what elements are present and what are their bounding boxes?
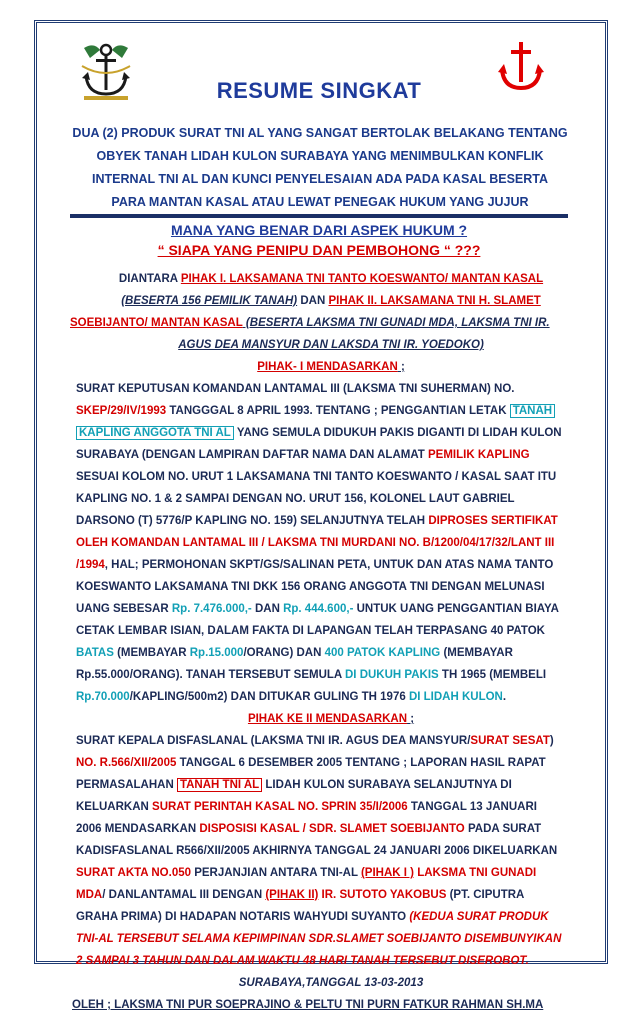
text-line: KOESWANTO LAKSAMANA TNI DKK 156 ORANG ANGGOTA TNI DENGAN MELUNASI: [76, 581, 545, 593]
text-line: NO. R.566/XII/2005 TANGGAL 6 DESEMBER 2005 TENTANG ; LAPORAN HASIL RAPAT: [76, 757, 546, 769]
text-line: SKEP/29/IV/1993 TANGGGAL 8 APRIL 1993. TENTANG ; PENGGANTIAN LETAK TANAH: [76, 400, 586, 422]
section-heading-pihak-1: PIHAK- I MENDASARKAN ;: [257, 361, 405, 373]
question-subheading: “ SIAPA YANG PENIPU DAN PEMBOHONG “ ???: [157, 242, 481, 258]
text-line: TNI-AL TERSEBUT SELAMA KEPIMPINAN SDR.SLAMET SOEBIJANTO DISEMBUNYIKAN: [76, 933, 562, 945]
text-line: PERMASALAHAN TANAH TNI AL LIDAH KULON SURABAYA SELANJUTNYA DI: [76, 779, 512, 791]
text-line: SURAT AKTA NO.050 PERJANJIAN ANTARA TNI-AL (PIHAK I ) LAKSMA TNI GUNADI: [76, 867, 537, 879]
text-line: BATAS (MEMBAYAR Rp.15.000/ORANG) DAN 400 PATOK KAPLING (MEMBAYAR: [76, 647, 513, 659]
author-line: OLEH ; LAKSMA TNI PUR SOEPRAJINO & PELTU TNI PURN FATKUR RAHMAN SH.MA: [72, 999, 544, 1011]
text-line: UANG SEBESAR Rp. 7.476.000,- DAN Rp. 444.600,- UNTUK UANG PENGGANTIAN BIAYA: [76, 603, 559, 615]
text-line: SURAT KEPUTUSAN KOMANDAN LANTAMAL III (LAKSMA TNI SUHERMAN) NO.: [76, 383, 515, 395]
document-title: RESUME SINGKAT: [216, 78, 422, 103]
text-line: 2006 MENDASARKAN DISPOSISI KASAL / SDR. SLAMET SOEBIJANTO PADA SURAT: [76, 823, 542, 835]
text-line: CETAK LEMBAR ISIAN, DALAM FAKTA DI LAPANGAN TELAH TERPASANG 40 PATOK: [76, 625, 545, 637]
lead-paragraph: [40, 122, 600, 214]
text-line: MDA/ DANLANTAMAL III DENGAN (PIHAK II) IR. SUTOTO YAKOBUS (PT. CIPUTRA: [76, 889, 525, 901]
text-line: KAPLING ANGGOTA TNI AL YANG SEMULA DIDUKUH PAKIS DIGANTI DI LIDAH KULON: [76, 422, 586, 444]
text-line: SESUAI KOLOM NO. URUT 1 LAKSAMANA TNI TANTO KOESWANTO / KASAL SAAT ITU: [76, 471, 557, 483]
text-line: SURAT KEPALA DISFASLANAL (LAKSMA TNI IR. AGUS DEA MANSYUR/SURAT SESAT): [76, 735, 554, 747]
date-line: SURABAYA,TANGGAL 13-03-2013: [238, 977, 424, 989]
text-line: KADISFASLANAL R566/XII/2005 AKHIRNYA TANGGAL 24 JANUARI 2006 DIKELUARKAN: [76, 845, 558, 857]
text-line: 2 SAMPAI 3 TAHUN DAN DALAM WAKTU 48 HARI TANAH TERSEBUT DISEROBOT.: [76, 955, 529, 967]
question-heading: MANA YANG BENAR DARI ASPEK HUKUM ?: [170, 222, 468, 238]
text-line: Rp.70.000/KAPLING/500m2) DAN DITUKAR GULING TH 1976 DI LIDAH KULON.: [76, 691, 507, 703]
text-line: SURABAYA (DENGAN LAMPIRAN DAFTAR NAMA DAN ALAMAT PEMILIK KAPLING: [76, 449, 530, 461]
text-line: /1994, HAL; PERMOHONAN SKPT/GS/SALINAN PETA, UNTUK DAN ATAS NAMA TANTO: [76, 559, 554, 571]
lead-line: INTERNAL TNI AL DAN KUNCI PENYELESAIAN ADA PADA KASAL BESERTA: [91, 172, 549, 186]
text-line: KAPLING NO. 1 & 2 SAMPAI DENGAN NO. URUT 156, KOLONEL LAUT GABRIEL: [76, 493, 515, 505]
text-line: KELUARKAN SURAT PERINTAH KASAL NO. SPRIN 35/I/2006 TANGGAL 13 JANUARI: [76, 801, 537, 813]
text-line: (BESERTA 156 PEMILIK TANAH) DAN PIHAK II. LAKSAMANA TNI H. SLAMET: [121, 295, 541, 307]
section-divider: [70, 214, 568, 218]
lead-line: DUA (2) PRODUK SURAT TNI AL YANG SANGAT BERTOLAK BELAKANG TENTANG: [72, 126, 568, 140]
text-line: GRAHA PRIMA) DI HADAPAN NOTARIS WAHYUDI SUYANTO (KEDUA SURAT PRODUK: [76, 911, 549, 923]
section-heading-pihak-2: PIHAK KE II MENDASARKAN ;: [247, 713, 415, 725]
text-line: DARSONO (T) 5776/P KAPLING NO. 159) SELANJUTNYA TELAH DIPROSES SERTIFIKAT: [76, 515, 558, 527]
lead-line: OBYEK TANAH LIDAH KULON SURABAYA YANG MENIMBULKAN KONFLIK: [96, 149, 544, 163]
text-line: DIANTARA PIHAK I. LAKSAMANA TNI TANTO KOESWANTO/ MANTAN KASAL: [118, 273, 544, 285]
lead-line: PARA MANTAN KASAL ATAU LEWAT PENEGAK HUKUM YANG JUJUR: [111, 195, 529, 209]
text-line: AGUS DEA MANSYUR DAN LAKSDA TNI IR. YOEDOKO): [178, 339, 484, 351]
text-line: Rp.55.000/ORANG). TANAH TERSEBUT SEMULA DI DUKUH PAKIS TH 1965 (MEMBELI: [76, 669, 547, 681]
document-body: [70, 268, 586, 1016]
text-line: OLEH KOMANDAN LANTAMAL III / LAKSMA TNI MURDANI NO. B/1200/04/17/32/LANT III: [76, 537, 555, 549]
text-line: SOEBIJANTO/ MANTAN KASAL (BESERTA LAKSMA TNI GUNADI MDA, LAKSMA TNI IR.: [70, 317, 550, 329]
